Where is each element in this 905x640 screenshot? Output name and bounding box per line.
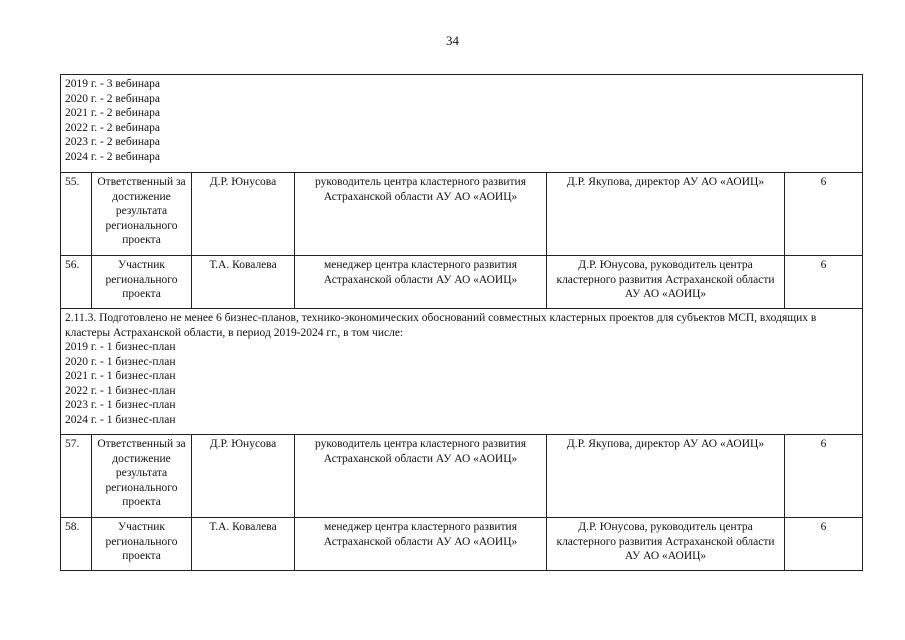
page-number: 34 bbox=[446, 33, 459, 48]
business-plan-line: 2023 г. - 1 бизнес-план bbox=[65, 399, 176, 411]
role-cell: Ответственный за достижение результата регионального проекта bbox=[92, 435, 192, 518]
value-cell: 6 bbox=[785, 256, 863, 309]
row-number: 58. bbox=[61, 518, 92, 571]
value-cell: 6 bbox=[785, 173, 863, 256]
position-cell: руководитель центра кластерного развития Астраханской области АУ АО «АОИЦ» bbox=[295, 435, 547, 518]
table-row bbox=[61, 173, 863, 256]
name-cell: Т.А. Ковалева bbox=[192, 256, 295, 309]
section-heading: 2.11.3. Подготовлено не менее 6 бизнес-планов, технико-экономических обоснований совместных кластерных проектов для субъектов МСП, входящих в кластеры Астраханской области, в период 2019-2024 гг., в том числе: bbox=[65, 312, 817, 339]
name-cell: Д.Р. Юнусова bbox=[192, 173, 295, 256]
position-cell: менеджер центра кластерного развития Астраханской области АУ АО «АОИЦ» bbox=[295, 256, 547, 309]
table-row bbox=[61, 518, 863, 571]
role-cell: Участник регионального проекта bbox=[92, 256, 192, 309]
value-cell: 6 bbox=[785, 518, 863, 571]
section-row-webinars bbox=[61, 75, 863, 173]
webinar-line: 2023 г. - 2 вебинара bbox=[65, 136, 160, 148]
business-plan-line: 2020 г. - 1 бизнес-план bbox=[65, 355, 176, 368]
name-cell: Д.Р. Юнусова bbox=[192, 435, 295, 518]
table-row bbox=[61, 256, 863, 309]
section-row-business-plans bbox=[61, 309, 863, 435]
position-cell: руководитель центра кластерного развития Астраханской области АУ АО «АОИЦ» bbox=[295, 173, 547, 256]
supervisor-cell: Д.Р. Якупова, директор АУ АО «АОИЦ» bbox=[547, 435, 785, 518]
position-cell: менеджер центра кластерного развития Астраханской области АУ АО «АОИЦ» bbox=[295, 518, 547, 571]
role-cell: Ответственный за достижение результата регионального проекта bbox=[92, 173, 192, 256]
responsibility-table bbox=[60, 74, 863, 571]
value-cell: 6 bbox=[785, 435, 863, 518]
business-plan-line: 2019 г. - 1 бизнес-план bbox=[65, 341, 176, 353]
table-row bbox=[61, 435, 863, 518]
business-plan-line: 2021 г. - 1 бизнес-план bbox=[65, 370, 176, 382]
business-plan-line: 2024 г. - 1 бизнес-план bbox=[65, 413, 176, 426]
row-number: 57. bbox=[61, 435, 92, 518]
supervisor-cell: Д.Р. Якупова, директор АУ АО «АОИЦ» bbox=[547, 173, 785, 256]
supervisor-cell: Д.Р. Юнусова, руководитель центра кластерного развития Астраханской области АУ АО «АОИЦ» bbox=[547, 256, 785, 309]
webinar-line: 2022 г. - 2 вебинара bbox=[65, 121, 160, 134]
webinar-line: 2020 г. - 2 вебинара bbox=[65, 92, 160, 105]
business-plan-line: 2022 г. - 1 бизнес-план bbox=[65, 384, 176, 397]
role-cell: Участник регионального проекта bbox=[92, 518, 192, 571]
row-number: 56. bbox=[61, 256, 92, 309]
webinar-line: 2021 г. - 2 вебинара bbox=[65, 107, 160, 119]
name-cell: Т.А. Ковалева bbox=[192, 518, 295, 571]
webinar-line: 2024 г. - 2 вебинара bbox=[65, 150, 160, 163]
row-number: 55. bbox=[61, 173, 92, 256]
supervisor-cell: Д.Р. Юнусова, руководитель центра кластерного развития Астраханской области АУ АО «АОИЦ» bbox=[547, 518, 785, 571]
webinar-line: 2019 г. - 3 вебинара bbox=[65, 78, 160, 90]
